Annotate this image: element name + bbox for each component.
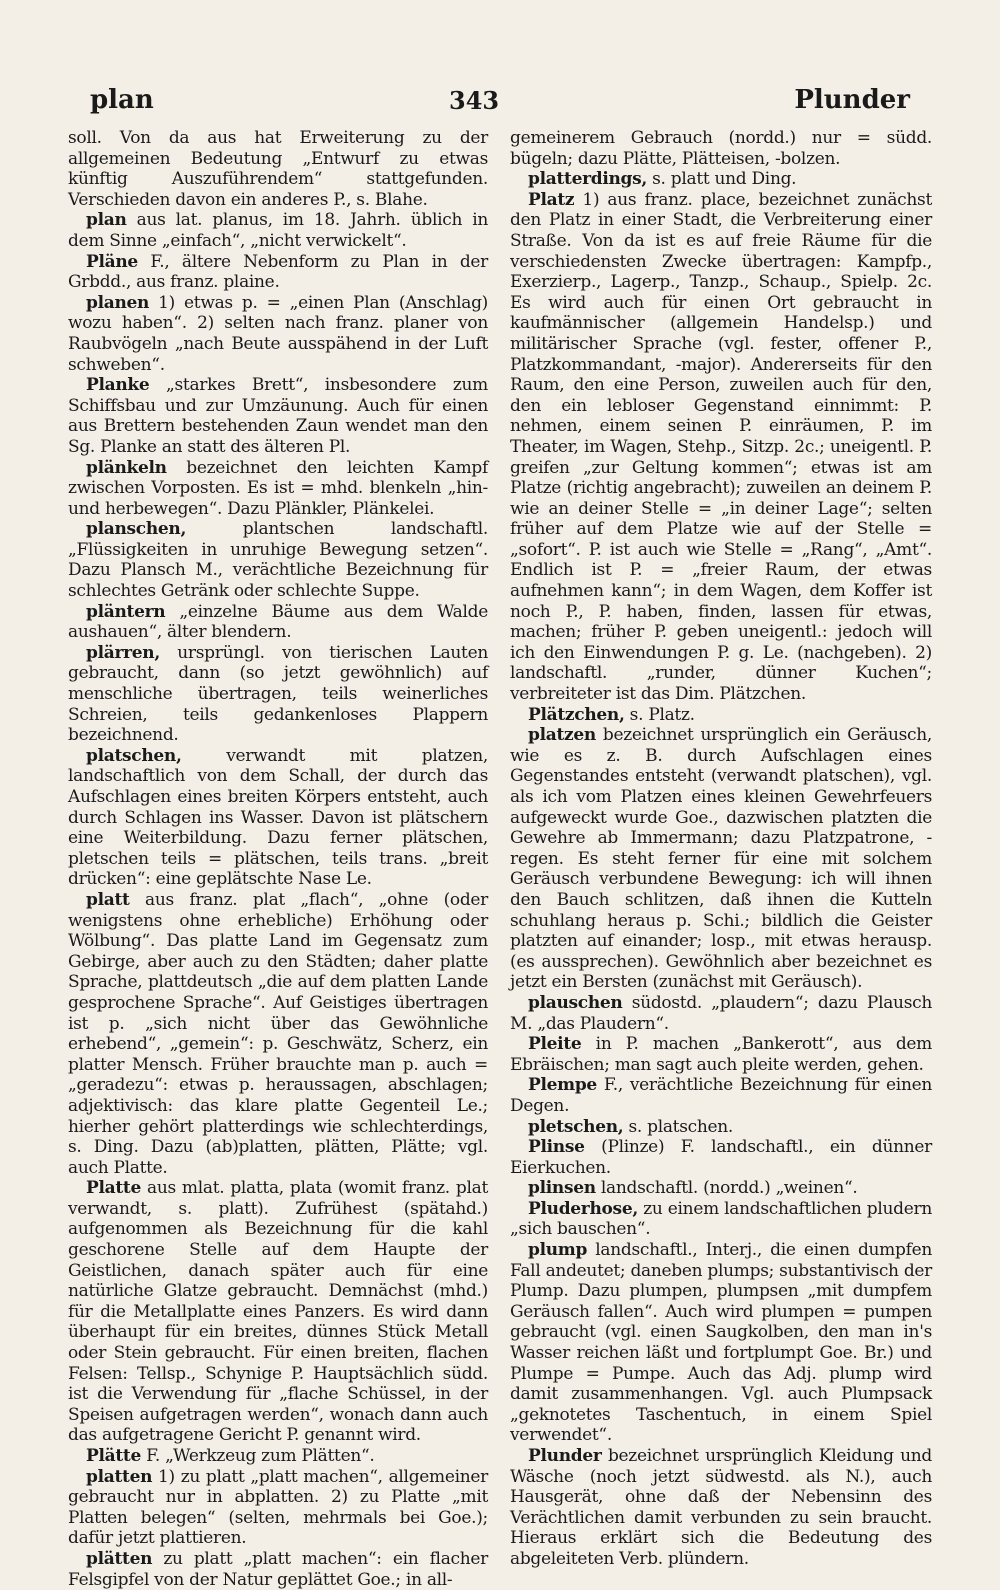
entry-continuation [68,128,488,210]
entry-text: F., ältere Nebenform zu Plan in der Grbdd., aus franz. plaine. [68,251,488,293]
entry-text: 1) etwas p. = „einen Plan (Anschlag) wozu haben“. 2) selten nach franz. planer von Raubvögeln „nach Beute ausspähend in der Luft schweben“. [68,292,488,375]
entry-headword: pletschen, [528,1116,624,1137]
entry-headword: plinsen [528,1178,596,1199]
dictionary-entry [510,190,932,705]
dictionary-entry [68,519,488,601]
entry-headword: platterdings, [528,169,648,190]
dictionary-entry [510,1034,932,1075]
entry-text: aus lat. planus, im 18. Jahrh. üblich in dem Sinne „einfach“, „nicht verwickelt“. [68,210,488,251]
dictionary-entry [510,1117,932,1138]
entry-headword: platt [86,889,130,910]
dictionary-entry [68,210,488,251]
entry-headword: plätten [86,1548,153,1569]
entry-headword: platten [86,1466,153,1487]
entry-headword: pläntern [86,601,166,622]
entry-text: 1) aus franz. place, bezeichnet zunächst den Platz in einer Stadt, die Verbreiterung einer Straße. Von da ist es auf freie Räume für die verschiedensten Zwecke übertragen: Kampfp., Exerzierp., Lagerp., Tanzp., Schaup., Spielp. 2c. Es wird auch für einen Ort gebraucht in kaufmännischer (allgemein Handelsp.) und militärischer Sprache (vgl. fester, offener P., Platzkommandant, -major). Andererseits für den Raum, den eine Person, zuweilen auch für den, den ein lebloser Gegenstand einnimmt: P. nehmen, einem seinen P. einräumen, P. im Theater, im Wagen, Stehp., Sitzp. 2c.; uneigentl. P. greifen „zur Geltung kommen“; etwas ist am Platze (richtig angebracht); zuweilen an deinem P. wie an deiner Stelle = „in deiner Lage“; selten früher auf dem Platze wie auf der Stelle = „sofort“. P. ist auch wie Stelle = „Rang“, „Amt“. Endlich ist P. = „freier Raum, der etwas aufnehmen kann“; in dem Wagen, dem Koffer ist noch P., P. haben, finden, lassen für etwas, machen; früher P. geben uneigentl.: jedoch will ich den Einwendungen P. g. Le. (nachgeben). 2) landschaftl. „runder, dünner Kuchen“; verbreiteter ist das Dim. Plätzchen. [510,189,932,705]
entry-text: in P. machen „Bankerott“, aus dem Ebräischen; man sagt auch pleite werden, gehen. [510,1034,932,1075]
entry-text: plantschen landschaftl. „Flüssigkeiten in unruhige Bewegung setzen“. Dazu Plansch M., verächtliche Bezeichnung für schlechtes Getränk oder schlechte Suppe. [68,519,488,602]
entry-text: verwandt mit platzen, landschaftlich von dem Schall, der durch das Aufschlagen eines breiten Körpers entsteht, auch durch Schlagen ins Wasser. Davon ist plätschern eine Weiterbildung. Dazu ferner plätschen, pletschen teils = plätschen, teils trans. „breit drücken“: eine geplätschte Nase Le. [68,745,488,890]
dictionary-entry [68,1178,488,1446]
entry-headword: Pluderhose, [528,1198,638,1219]
left-headword: plan [90,85,154,115]
entry-text: „einzelne Bäume aus dem Walde aushauen“, älter blendern. [68,601,488,643]
dictionary-entry [510,1240,932,1446]
entry-text: s. platschen. [623,1116,734,1137]
dictionary-entry [68,1467,488,1549]
entry-headword: plärren, [86,642,160,663]
dictionary-entry [510,725,932,993]
entry-headword: Plunder [528,1446,602,1466]
entry-headword: platschen, [86,745,182,766]
entry-headword: Pläne [86,251,138,272]
page-number: 343 [449,85,500,115]
dictionary-entry [510,705,932,726]
entry-text: F. „Werkzeug zum Plätten“. [140,1446,375,1466]
entry-headword: planschen, [86,519,187,540]
entry-text: landschaftl. (nordd.) „weinen“. [595,1178,858,1199]
dictionary-entry [68,293,488,375]
entry-headword: planen [86,292,150,313]
entry-text: südostd. „plaudern“; dazu Plausch M. „das Plaudern“. [510,992,932,1034]
entry-text: zu platt „platt machen“: ein flacher Felsgipfel von der Natur geplättet Goe.; in all- [68,1548,488,1590]
dictionary-entry [510,993,932,1034]
entry-headword: plan [86,210,127,231]
dictionary-entry [68,890,488,1178]
dictionary-entry [68,1549,488,1590]
entry-text: aus franz. plat „flach“, „ohne (oder wenigstens ohne erhebliche) Erhöhung oder Wölbung“. Das platte Land im Gegensatz zum Gebirge, aber auch zu den Städten; daher platte Sprache, plattdeutsch „die auf dem platten Lande gesprochene Sprache“. Auf Geistiges übertragen ist p. „sich nicht über das Gewöhnliche erhebend“, „gemein“: p. Geschwätz, Scherz, ein platter Mensch. Früher brauchte man p. auch = „geradezu“: etwas p. heraussagen, abschlagen; adjektivisch: das klare platte Gegenteil Le.; hierher gehört platterdings wie schlechterdings, s. Ding. Dazu (ab)platten, plätten, Plätte; vgl. auch Platte. [68,889,488,1178]
dictionary-entry [510,1178,932,1199]
dictionary-entry [510,1446,932,1570]
entry-text: ursprüngl. von tierischen Lauten gebraucht, dann (so jetzt gewöhnlich) auf menschliche übertragen, teils weinerliches Schreien, teils gedankenloses Plappern bezeichnend. [68,642,488,746]
dictionary-entry [68,643,488,746]
dictionary-entry [510,1199,932,1240]
entry-text: 1) zu platt „platt machen“, allgemeiner gebraucht nur in abplatten. 2) zu Platte „mit Platten belegen“ (selten, mehrmals bei Goe.); dafür jetzt plattieren. [68,1466,488,1549]
running-header [90,80,910,120]
dictionary-entry [68,458,488,520]
dictionary-entry [68,375,488,457]
entry-text: s. platt und Ding. [647,169,797,190]
entry-headword: Planke [86,375,150,396]
entry-headword: Plätte [86,1446,141,1466]
dictionary-entry [68,602,488,643]
right-column [510,128,932,1570]
entry-headword: Platz [528,189,575,210]
entry-headword: plump [528,1240,588,1261]
entry-text: „starkes Brett“, insbesondere zum Schiffsbau und zur Umzäunung. Auch für einen aus Brettern bestehenden Zaun wendet man den Sg. Planke an statt des älteren Pl. [68,375,488,457]
entry-headword: Plempe [528,1075,597,1096]
dictionary-entry [68,746,488,890]
entry-text: F., verächtliche Bezeichnung für einen Degen. [510,1075,932,1116]
entry-text: aus mlat. platta, plata (womit franz. plat verwandt, s. platt). Zufrühest (spätahd.) aufgenommen als Bezeichnung für die kahl geschorene Stelle auf dem Haupte der Geistlichen, danach später auch für eine natürliche Glatze gebraucht. Demnächst (mhd.) für die Metallplatte eines Panzers. Es wird dann überhaupt für ein breites, dünnes Stück Metall oder Stein gebraucht. Für einen breiten, flachen Felsen: Tellsp., Schynige P. Hauptsächlich südd. ist die Verwendung für „flache Schüssel, in der Speisen aufgetragen werden“, wonach dann auch das aufgetragene Gericht P. genannt wird. [68,1178,488,1446]
entry-text: bezeichnet den leichten Kampf zwischen Vorposten. Es ist = mhd. blenkeln „hin- und herbewegen“. Dazu Plänkler, Plänkelei. [68,457,488,519]
entry-headword: platzen [528,725,596,746]
left-column [68,128,488,1590]
entry-headword: Platte [86,1178,141,1199]
right-headword: Plunder [794,85,910,115]
entry-text: landschaftl., Interj., die einen dumpfen Fall andeutet; daneben plumps; substantivisch der Plump. Dazu plumpen, plumpsen „mit dumpfem Geräusch fallen“. Auch wird plumpen = pumpen gebraucht (vgl. einen Saugkolben, den man in's Wasser reichen läßt und fortplumpt Goe. Br.) und Plumpe = Pumpe. Auch das Adj. plump wird damit zusammenhangen. Vgl. auch Plumpsack „geknotetes Taschentuch, in einem Spiel verwendet“. [510,1240,932,1446]
dictionary-entry [68,1446,488,1467]
entry-headword: Plätzchen, [528,704,625,725]
entry-continuation [510,128,932,169]
entry-text: s. Platz. [624,704,695,725]
entry-text: bezeichnet ursprünglich ein Geräusch, wie es z. B. durch Aufschlagen eines Gegenstandes entsteht (verwandt platschen), vgl. als ich vom Platzen eines kleinen Gewehrfeuers aufgeweckt wurde Goe., dazwischen platzten die Gewehre ab Immermann; dazu Platzpatrone, -regen. Es steht ferner für eine mit solchem Geräusch verbundene Bewegung: ich will ihnen den Bauch schlitzen, daß ihnen die Kutteln schuhlang heraus p. Schi.; bildlich die Geister platzten auf einander; losp., mit etwas herausp. (es aussprechen). Gewöhnlich aber bezeichnet es jetzt ein Bersten (zunächst mit Geräusch). [510,725,932,993]
entry-text: gemeinerem Gebrauch (nordd.) nur = südd. bügeln; dazu Plätte, Plätteisen, -bolzen. [510,128,932,169]
entry-headword: plauschen [528,992,623,1013]
entry-text: bezeichnet ursprünglich Kleidung und Wäsche (noch jetzt südwestd. als N.), auch Hausgerät, ohne daß der Nebensinn des Verächtlichen damit verbunden zu sein braucht. Hieraus erklärt sich die Bedeutung des abgeleiteten Verb. plündern. [510,1446,932,1569]
dictionary-entry [510,1137,932,1178]
entry-headword: plänkeln [86,457,167,478]
dictionary-entry [510,169,932,190]
dictionary-entry [68,252,488,293]
dictionary-entry [510,1075,932,1116]
entry-text: zu einem landschaftlichen pludern „sich bauschen“. [510,1198,932,1240]
entry-headword: Plinse [528,1137,585,1158]
entry-text: soll. Von da aus hat Erweiterung zu der allgemeinen Bedeutung „Entwurf zu etwas künftig Auszuführendem“ stattgefunden. Verschieden davon ein anderes P., s. Blahe. [68,128,488,210]
entry-headword: Pleite [528,1034,582,1055]
entry-text: (Plinze) F. landschaftl., ein dünner Eierkuchen. [510,1137,932,1178]
